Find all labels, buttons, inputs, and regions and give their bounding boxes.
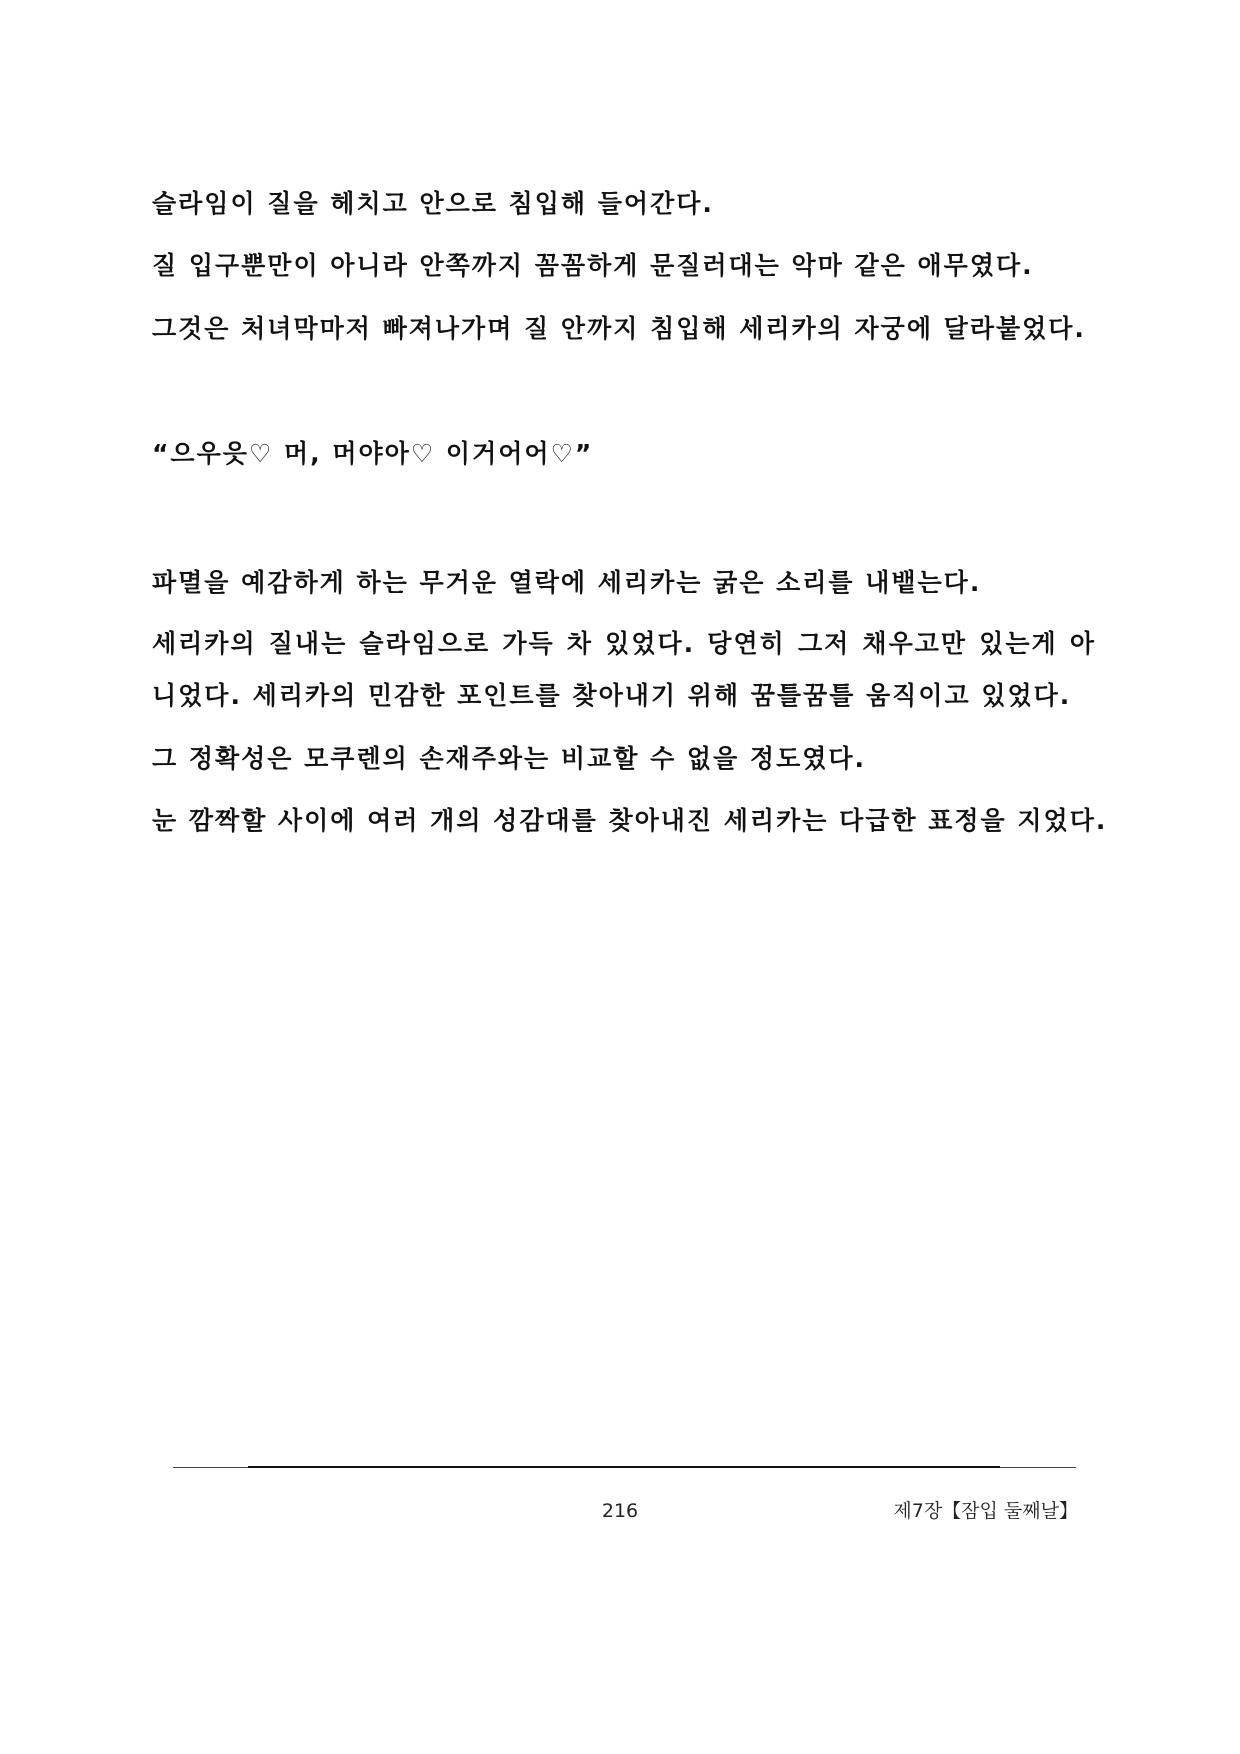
footer-divider-thick [248,1466,1000,1468]
paragraph-3: 그것은 처녀막마저 빠져나가며 질 안까지 침입해 세리카의 자궁에 달라붙었다. [152,314,1086,343]
paragraph-6: 그 정확성은 모쿠렌의 손재주와는 비교할 수 없을 정도였다. [152,744,867,773]
dialogue-line: “으우읏♡ 머, 머야아♡ 이거어어♡” [152,439,594,468]
page-number: 216 [601,1500,639,1522]
paragraph-7: 눈 깜짝할 사이에 여러 개의 성감대를 찾아내진 세리카는 다급한 표정을 지었다. [152,806,1108,835]
paragraph-2: 질 입구뿐만이 아니라 안쪽까지 꼼꼼하게 문질러대는 악마 같은 애무였다. [152,251,1034,280]
chapter-title: 제7장【잠입 둘째날】 [893,1500,1078,1522]
paragraph-4: 파멸을 예감하게 하는 무거운 열락에 세리카는 굵은 소리를 내뱉는다. [152,568,982,597]
paragraph-5: 세리카의 질내는 슬라임으로 가득 차 있었다. 당연히 그저 채우고만 있는게 아니었다. 세리카의 민감한 포인트를 찾아내기 위해 꿈틀꿈틀 움직이고 있었다. [152,629,1096,710]
paragraph-1: 슬라임이 질을 헤치고 안으로 침입해 들어간다. [152,189,714,218]
